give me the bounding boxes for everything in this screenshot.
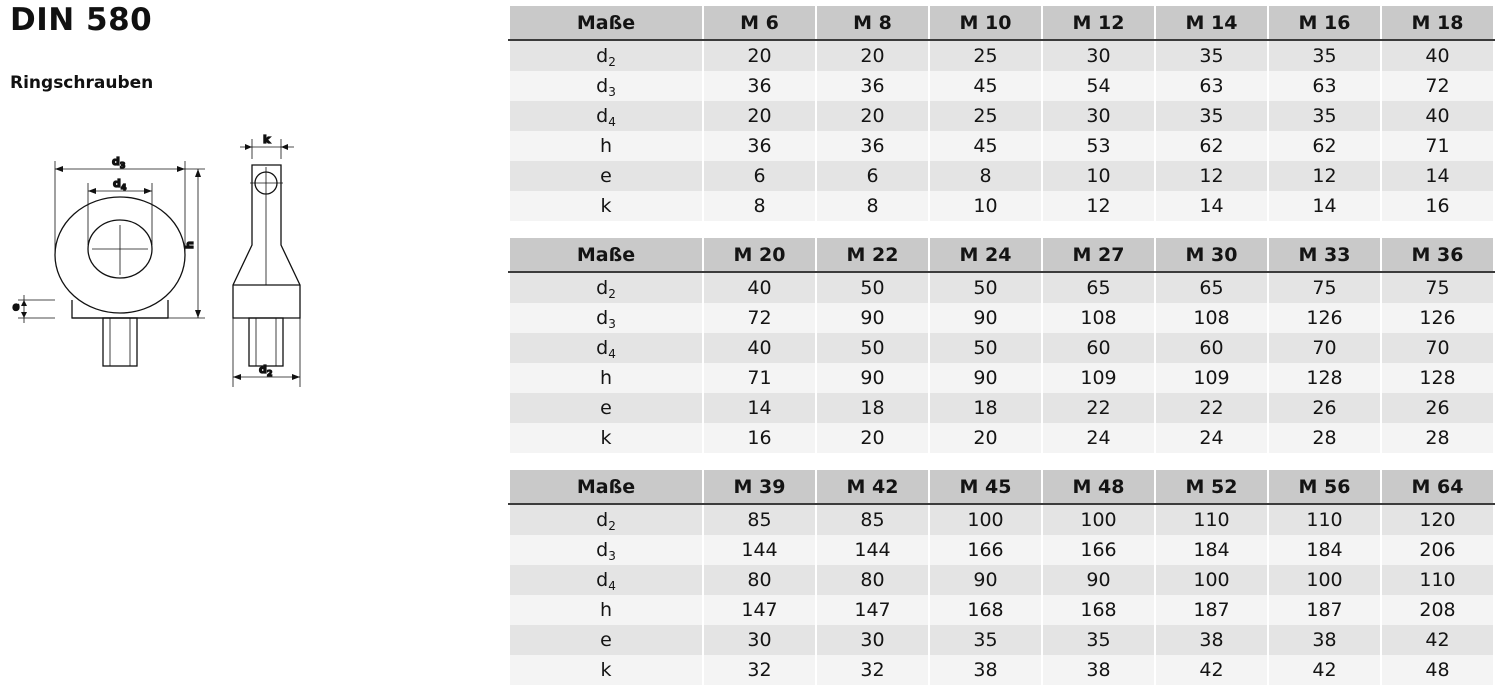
table-cell: 65 [1042, 272, 1155, 303]
left-panel [0, 0, 500, 694]
table-cell: 187 [1155, 595, 1268, 625]
table-cell: 90 [929, 303, 1042, 333]
table-row [509, 71, 1494, 101]
table-row [509, 655, 1494, 685]
table-cell: 110 [1268, 504, 1381, 535]
table-row [509, 303, 1494, 333]
table-cell: 90 [1042, 565, 1155, 595]
row-label [509, 303, 703, 333]
table-cell: 30 [816, 625, 929, 655]
table-cell: 187 [1268, 595, 1381, 625]
table-cell: 60 [1155, 333, 1268, 363]
row-label [509, 393, 703, 423]
table-cell: 42 [1268, 655, 1381, 685]
table-cell: 18 [929, 393, 1042, 423]
table-cell: 38 [1155, 625, 1268, 655]
row-label-sub: 2 [608, 519, 616, 533]
table-cell: 25 [929, 40, 1042, 71]
table-cell: 128 [1268, 363, 1381, 393]
table-row [509, 363, 1494, 393]
column-header-size: M 30 [1155, 238, 1268, 272]
table-cell: 85 [816, 504, 929, 535]
row-label [509, 535, 703, 565]
table-cell: 22 [1042, 393, 1155, 423]
row-label [509, 191, 703, 221]
column-header-size: M 8 [816, 6, 929, 40]
column-header-size: M 6 [703, 6, 816, 40]
row-label [509, 655, 703, 685]
table-cell: 40 [1381, 40, 1494, 71]
dim-label-d3: $d_3$ [112, 155, 126, 170]
table-cell: 108 [1155, 303, 1268, 333]
table-cell: 100 [1042, 504, 1155, 535]
table-cell: 62 [1155, 131, 1268, 161]
row-label-text: d [596, 539, 609, 561]
table-cell: 35 [1155, 40, 1268, 71]
column-header-size: M 64 [1381, 470, 1494, 504]
table-cell: 208 [1381, 595, 1494, 625]
row-label-sub: 2 [608, 287, 616, 301]
table-cell: 14 [703, 393, 816, 423]
table-cell: 20 [816, 423, 929, 453]
table-cell: 8 [703, 191, 816, 221]
table-row [509, 423, 1494, 453]
table-cell: 80 [703, 565, 816, 595]
table-cell: 28 [1268, 423, 1381, 453]
table-cell: 85 [703, 504, 816, 535]
table-cell: 32 [703, 655, 816, 685]
table-cell: 45 [929, 71, 1042, 101]
table-row [509, 595, 1494, 625]
row-label-sub: 2 [608, 55, 616, 69]
table-cell: 20 [929, 423, 1042, 453]
row-label-text: d [596, 45, 609, 67]
table-cell: 144 [703, 535, 816, 565]
table-cell: 36 [816, 71, 929, 101]
table-row [509, 272, 1494, 303]
table-cell: 14 [1155, 191, 1268, 221]
table-cell: 24 [1155, 423, 1268, 453]
row-label [509, 333, 703, 363]
row-label [509, 40, 703, 71]
table-cell: 30 [1042, 40, 1155, 71]
table-cell: 50 [816, 333, 929, 363]
table-cell: 71 [703, 363, 816, 393]
table-cell: 26 [1268, 393, 1381, 423]
row-label [509, 101, 703, 131]
table-cell: 70 [1381, 333, 1494, 363]
column-header-size: M 10 [929, 6, 1042, 40]
row-label [509, 131, 703, 161]
table-cell: 12 [1155, 161, 1268, 191]
table-row [509, 101, 1494, 131]
row-label [509, 504, 703, 535]
row-label-sub: 3 [608, 85, 616, 99]
dimension-table-2 [508, 238, 1495, 453]
table-cell: 22 [1155, 393, 1268, 423]
table-cell: 20 [816, 101, 929, 131]
table-cell: 40 [703, 272, 816, 303]
table-row [509, 504, 1494, 535]
row-label [509, 161, 703, 191]
column-header-size: M 33 [1268, 238, 1381, 272]
table-cell: 128 [1381, 363, 1494, 393]
table-cell: 35 [1042, 625, 1155, 655]
table-cell: 63 [1155, 71, 1268, 101]
table-cell: 32 [816, 655, 929, 685]
table-cell: 80 [816, 565, 929, 595]
table-header-row [509, 238, 1494, 272]
column-header-size: M 14 [1155, 6, 1268, 40]
table-cell: 16 [703, 423, 816, 453]
table-cell: 120 [1381, 504, 1494, 535]
row-label-text: d [596, 509, 609, 531]
table-cell: 100 [1155, 565, 1268, 595]
column-header-size: M 24 [929, 238, 1042, 272]
table-row [509, 333, 1494, 363]
dim-label-e: e [9, 303, 22, 311]
table-cell: 63 [1268, 71, 1381, 101]
table-row [509, 191, 1494, 221]
table-cell: 206 [1381, 535, 1494, 565]
table-cell: 144 [816, 535, 929, 565]
row-label-text: k [600, 427, 612, 449]
table-cell: 45 [929, 131, 1042, 161]
table-row [509, 393, 1494, 423]
column-header-size: M 52 [1155, 470, 1268, 504]
table-cell: 40 [703, 333, 816, 363]
table-cell: 126 [1381, 303, 1494, 333]
table-cell: 184 [1268, 535, 1381, 565]
column-header-size: M 56 [1268, 470, 1381, 504]
column-header-masse: Maße [509, 470, 703, 504]
table-cell: 90 [816, 303, 929, 333]
table-cell: 54 [1042, 71, 1155, 101]
table-row [509, 161, 1494, 191]
technical-drawing [0, 125, 470, 415]
column-header-size: M 39 [703, 470, 816, 504]
row-label-sub: 4 [608, 115, 616, 129]
column-header-size: M 48 [1042, 470, 1155, 504]
table-cell: 30 [703, 625, 816, 655]
table-cell: 30 [1042, 101, 1155, 131]
table-row [509, 565, 1494, 595]
table-cell: 36 [703, 131, 816, 161]
table-cell: 72 [1381, 71, 1494, 101]
table-cell: 10 [1042, 161, 1155, 191]
table-cell: 48 [1381, 655, 1494, 685]
row-label [509, 423, 703, 453]
table-cell: 42 [1155, 655, 1268, 685]
table-cell: 38 [929, 655, 1042, 685]
table-header-row [509, 470, 1494, 504]
table-cell: 166 [929, 535, 1042, 565]
table-cell: 6 [816, 161, 929, 191]
table-cell: 100 [929, 504, 1042, 535]
row-label-text: d [596, 307, 609, 329]
table-cell: 90 [929, 565, 1042, 595]
table-cell: 108 [1042, 303, 1155, 333]
row-label-text: h [599, 367, 613, 389]
row-label-text: h [599, 135, 613, 157]
row-label [509, 71, 703, 101]
row-label-text: d [596, 75, 609, 97]
table-cell: 168 [929, 595, 1042, 625]
table-cell: 110 [1381, 565, 1494, 595]
table-cell: 100 [1268, 565, 1381, 595]
table-cell: 50 [929, 272, 1042, 303]
table-cell: 25 [929, 101, 1042, 131]
table-cell: 90 [929, 363, 1042, 393]
column-header-masse: Maße [509, 238, 703, 272]
column-header-masse: Maße [509, 6, 703, 40]
table-cell: 53 [1042, 131, 1155, 161]
row-label [509, 595, 703, 625]
table-cell: 10 [929, 191, 1042, 221]
table-cell: 12 [1268, 161, 1381, 191]
table-cell: 35 [1268, 101, 1381, 131]
table-header-row [509, 6, 1494, 40]
table-cell: 126 [1268, 303, 1381, 333]
table-cell: 168 [1042, 595, 1155, 625]
table-cell: 38 [1042, 655, 1155, 685]
table-row [509, 535, 1494, 565]
column-header-size: M 36 [1381, 238, 1494, 272]
table-cell: 20 [703, 101, 816, 131]
table-cell: 42 [1381, 625, 1494, 655]
dim-label-d2: $d_2$ [259, 363, 273, 378]
table-cell: 90 [816, 363, 929, 393]
dimension-table-1 [508, 6, 1495, 221]
table-cell: 18 [816, 393, 929, 423]
table-cell: 75 [1381, 272, 1494, 303]
row-label [509, 565, 703, 595]
row-label-sub: 3 [608, 317, 616, 331]
table-cell: 38 [1268, 625, 1381, 655]
table-row [509, 40, 1494, 71]
table-cell: 35 [1155, 101, 1268, 131]
row-label-text: d [596, 277, 609, 299]
table-cell: 147 [816, 595, 929, 625]
column-header-size: M 20 [703, 238, 816, 272]
column-header-size: M 42 [816, 470, 929, 504]
column-header-size: M 45 [929, 470, 1042, 504]
table-cell: 65 [1155, 272, 1268, 303]
table-cell: 60 [1042, 333, 1155, 363]
table-cell: 166 [1042, 535, 1155, 565]
column-header-size: M 18 [1381, 6, 1494, 40]
row-label-text: d [596, 569, 609, 591]
table-cell: 50 [816, 272, 929, 303]
table-cell: 8 [929, 161, 1042, 191]
table-cell: 147 [703, 595, 816, 625]
row-label [509, 272, 703, 303]
table-cell: 8 [816, 191, 929, 221]
dim-label-k: k [263, 133, 271, 146]
row-label-sub: 4 [608, 579, 616, 593]
table-cell: 20 [816, 40, 929, 71]
row-label-sub: 4 [608, 347, 616, 361]
table-cell: 75 [1268, 272, 1381, 303]
table-cell: 109 [1042, 363, 1155, 393]
column-header-size: M 12 [1042, 6, 1155, 40]
product-name: Ringschrauben [10, 73, 154, 93]
table-cell: 35 [1268, 40, 1381, 71]
table-cell: 62 [1268, 131, 1381, 161]
table-cell: 14 [1381, 161, 1494, 191]
column-header-size: M 27 [1042, 238, 1155, 272]
table-cell: 71 [1381, 131, 1494, 161]
table-cell: 28 [1381, 423, 1494, 453]
row-label-text: e [600, 165, 612, 187]
table-cell: 14 [1268, 191, 1381, 221]
row-label [509, 363, 703, 393]
dim-label-d4: $d_4$ [113, 177, 127, 192]
column-header-size: M 16 [1268, 6, 1381, 40]
row-label-text: k [600, 659, 612, 681]
row-label-text: d [596, 105, 609, 127]
dim-label-h: h [183, 241, 196, 249]
row-label-text: e [600, 397, 612, 419]
table-cell: 109 [1155, 363, 1268, 393]
row-label-text: h [599, 599, 613, 621]
table-cell: 12 [1042, 191, 1155, 221]
page-title: DIN 580 [10, 2, 153, 38]
table-cell: 110 [1155, 504, 1268, 535]
table-cell: 26 [1381, 393, 1494, 423]
table-cell: 16 [1381, 191, 1494, 221]
row-label-text: e [600, 629, 612, 651]
table-cell: 20 [703, 40, 816, 71]
table-cell: 36 [816, 131, 929, 161]
table-cell: 70 [1268, 333, 1381, 363]
column-header-size: M 22 [816, 238, 929, 272]
table-cell: 35 [929, 625, 1042, 655]
dimension-table-3 [508, 470, 1495, 685]
table-cell: 40 [1381, 101, 1494, 131]
table-cell: 50 [929, 333, 1042, 363]
table-row [509, 131, 1494, 161]
table-cell: 24 [1042, 423, 1155, 453]
table-cell: 184 [1155, 535, 1268, 565]
table-cell: 72 [703, 303, 816, 333]
table-cell: 6 [703, 161, 816, 191]
table-row [509, 625, 1494, 655]
row-label-text: k [600, 195, 612, 217]
row-label-text: d [596, 337, 609, 359]
row-label-sub: 3 [608, 549, 616, 563]
table-cell: 36 [703, 71, 816, 101]
row-label [509, 625, 703, 655]
